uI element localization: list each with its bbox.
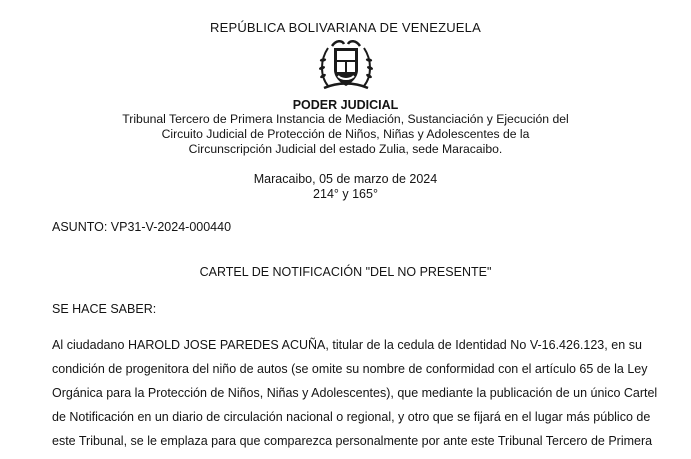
section-heading: SE HACE SABER:	[52, 302, 157, 316]
document-title: CARTEL DE NOTIFICACIÓN "DEL NO PRESENTE"	[199, 265, 492, 279]
folios-line: 214° y 165°	[313, 187, 378, 201]
body-paragraph-line: condición de progenitora del niño de autos (se omite su nombre de conformidad con el artículo 65 de la Ley	[52, 362, 648, 376]
body-paragraph-line: este Tribunal, se le emplaza para que comparezca personalmente por ante este Tribunal Tercero de Primera	[52, 434, 653, 448]
tribunal-line: Tribunal Tercero de Primera Instancia de Mediación, Sustanciación y Ejecución del	[122, 112, 569, 126]
tribunal-line: Circunscripción Judicial del estado Zulia, sede Maracaibo.	[188, 142, 503, 156]
body-paragraph-line: Al ciudadano HAROLD JOSE PAREDES ACUÑA, titular de la cedula de Identidad No V-16.426.123, en su	[52, 338, 642, 352]
case-number: ASUNTO: VP31-V-2024-000440	[52, 220, 232, 234]
tribunal-line: Circuito Judicial de Protección de Niños, Niñas y Adolescentes de la	[161, 127, 530, 141]
body-paragraph-line: de Notificación en un diario de circulación nacional o regional, y otro que se fijará en el lugar más público de	[52, 410, 651, 424]
body-paragraph-line: Orgánica para la Protección de Niños, Niñas y Adolescentes), que mediante la publicación de un único Cartel	[52, 386, 658, 400]
country-heading: REPÚBLICA BOLIVARIANA DE VENEZUELA	[210, 20, 481, 35]
date-line: Maracaibo, 05 de marzo de 2024	[253, 172, 438, 186]
institution-heading: PODER JUDICIAL	[292, 98, 399, 112]
coat-of-arms-seal-icon	[314, 36, 378, 92]
